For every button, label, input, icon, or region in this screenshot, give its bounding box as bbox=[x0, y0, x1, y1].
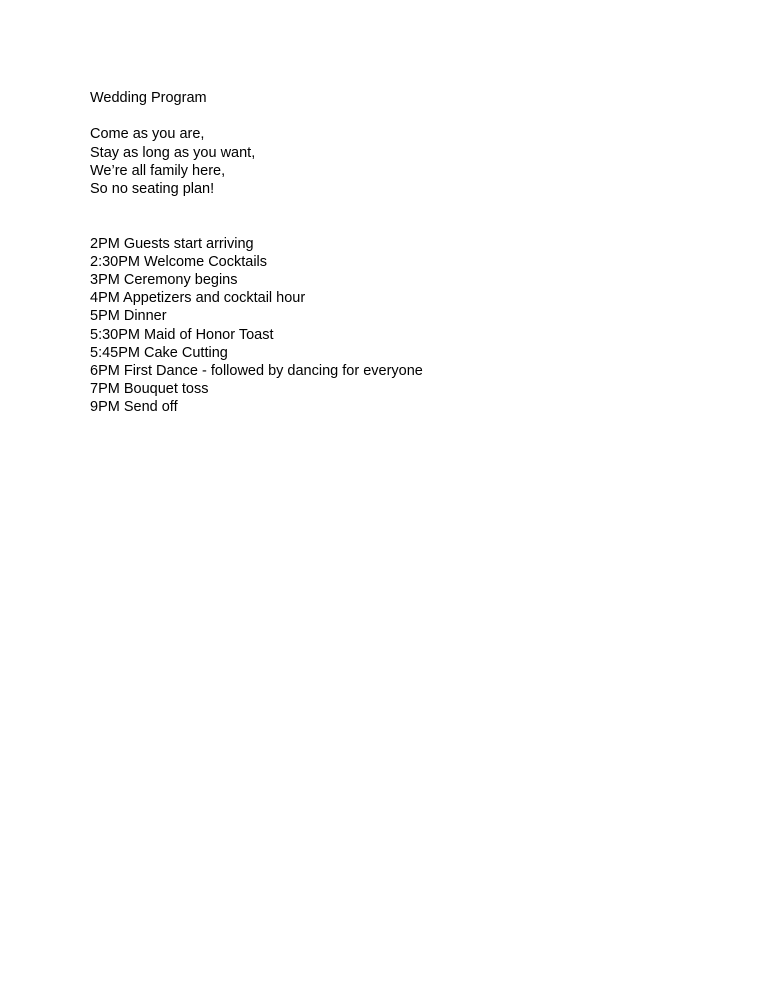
schedule-item: 4PM Appetizers and cocktail hour bbox=[90, 290, 306, 307]
intro-line: So no seating plan! bbox=[90, 181, 215, 197]
schedule-item: 5PM Dinner bbox=[90, 308, 167, 325]
schedule-item: 5:45PM Cake Cutting bbox=[90, 344, 228, 361]
schedule-item: 2:30PM Welcome Cocktails bbox=[90, 253, 268, 270]
intro-line: Come as you are, bbox=[90, 126, 205, 143]
intro-line: We’re all family here, bbox=[90, 162, 226, 179]
document-body bbox=[90, 89, 690, 417]
schedule-item: 2PM Guests start arriving bbox=[90, 235, 254, 252]
schedule-item: 9PM Send off bbox=[90, 399, 178, 416]
schedule-list bbox=[90, 235, 690, 417]
schedule-item: 3PM Ceremony begins bbox=[90, 272, 238, 288]
document-title: Wedding Program bbox=[90, 90, 207, 106]
intro-paragraph bbox=[90, 125, 690, 198]
schedule-item: 6PM First Dance - followed by dancing for everyone bbox=[90, 363, 423, 380]
intro-line: Stay as long as you want, bbox=[90, 144, 256, 161]
schedule-item: 7PM Bouquet toss bbox=[90, 381, 209, 398]
schedule-item: 5:30PM Maid of Honor Toast bbox=[90, 326, 274, 343]
